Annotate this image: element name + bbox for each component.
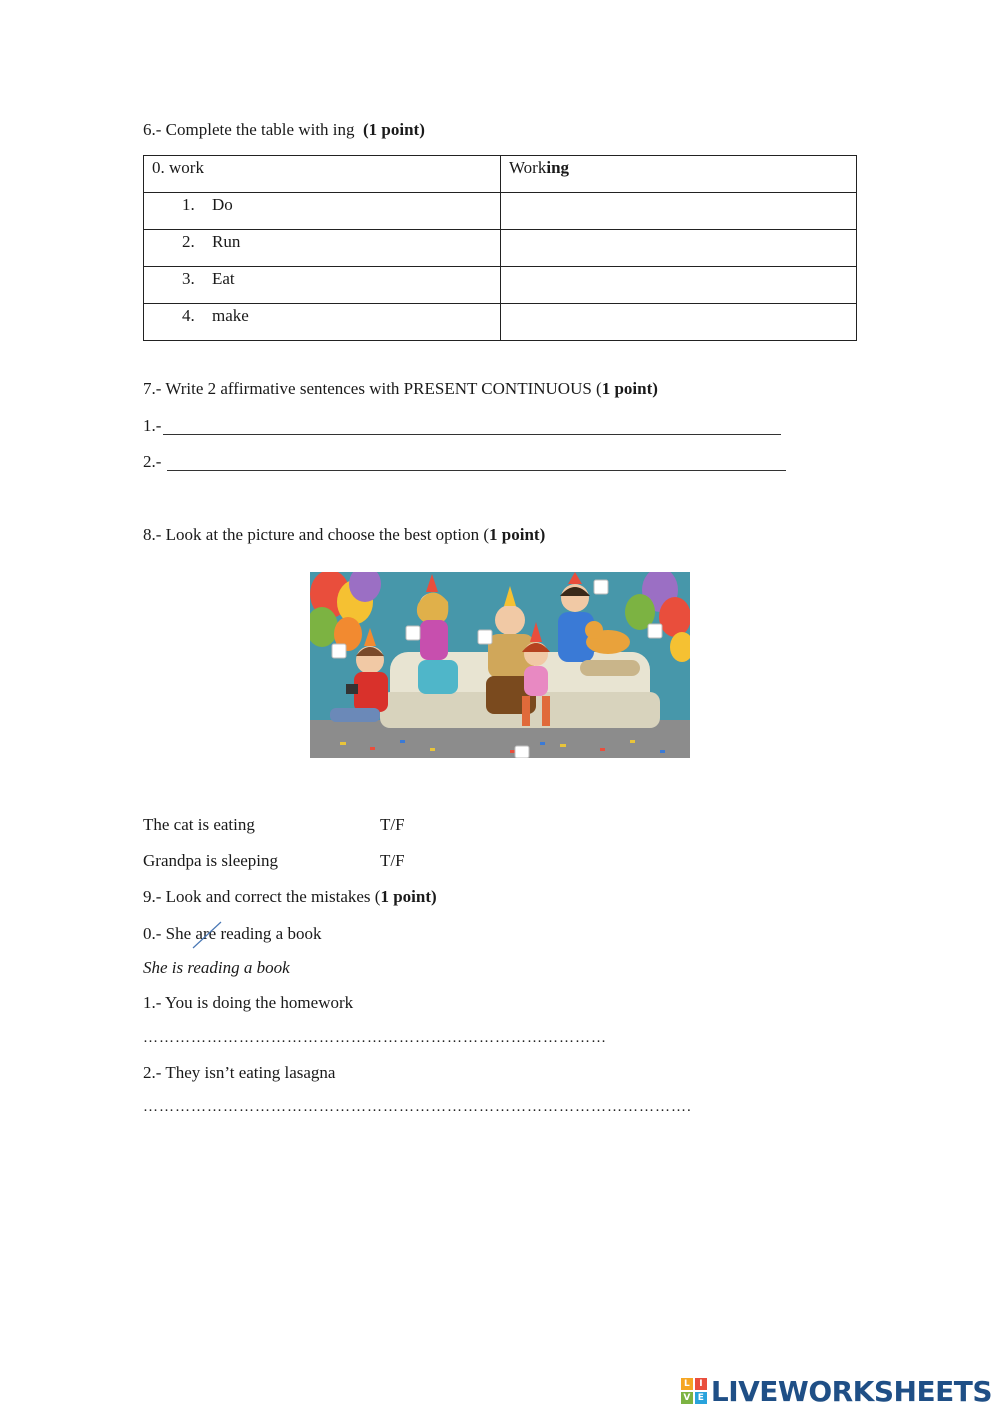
party-picture (310, 572, 690, 758)
answer-cell-4[interactable] (501, 304, 857, 341)
q7-line1-label: 1.- (143, 416, 162, 435)
answer-cell-2[interactable] (501, 230, 857, 267)
table-num-4: 4. (182, 306, 195, 325)
logo-mark-icon: L I V E (681, 1378, 707, 1404)
tf-choice-2[interactable]: T/F (380, 851, 405, 870)
q6-title: 6.- Complete the table with ing (1 point) (143, 120, 425, 139)
table-num-3: 3. (182, 269, 195, 288)
answer-dots-1[interactable]: …………………………………………………………………………… (143, 1030, 607, 1046)
q7-points: 1 point) (601, 379, 658, 398)
answer-cell-3[interactable] (501, 267, 857, 304)
table-answer-0: Working (509, 158, 570, 177)
q9-item-1: 1.- You is doing the homework (143, 993, 354, 1012)
table-row (144, 193, 857, 230)
q8-points: 1 point) (489, 525, 546, 544)
q9-item-2: 2.- They isn’t eating lasagna (143, 1063, 336, 1082)
table-word-2: Run (212, 232, 241, 251)
table-num-2: 2. (182, 232, 195, 251)
ing-table (143, 155, 857, 341)
q9-title: 9.- Look and correct the mistakes (1 point) (143, 887, 437, 906)
q9-example: 0.- She are reading a book (143, 924, 321, 944)
q7-line2-label: 2.- (143, 452, 162, 471)
table-row (144, 267, 857, 304)
table-row (144, 304, 857, 341)
statement-2: Grandpa is sleeping (143, 851, 279, 870)
table-row (144, 156, 857, 193)
q6-points: (1 point) (363, 120, 425, 139)
q7-title: 7.- Write 2 affirmative sentences with PRESENT CONTINUOUS (1 point) (143, 379, 658, 398)
strike-mark (191, 920, 225, 950)
q9-example-answer: She is reading a book (143, 958, 290, 977)
answer-line-2[interactable] (167, 470, 786, 471)
answer-cell-1[interactable] (501, 193, 857, 230)
table-word-0: 0. work (152, 158, 204, 177)
answer-line-1[interactable] (163, 434, 781, 435)
answer-dots-2[interactable]: …………………………………………………………………………………………. (143, 1099, 692, 1115)
liveworksheets-logo (681, 1373, 992, 1409)
statement-1: The cat is eating (143, 815, 255, 834)
table-num-1: 1. (182, 195, 195, 214)
crossed-word: are (195, 924, 216, 943)
table-word-3: Eat (212, 269, 235, 288)
table-word-1: Do (212, 195, 233, 214)
q8-title: 8.- Look at the picture and choose the best option (1 point) (143, 525, 546, 544)
tf-choice-1[interactable]: T/F (380, 815, 405, 834)
q9-points: 1 point) (380, 887, 437, 906)
party-illustration (310, 572, 690, 758)
table-word-4: make (212, 306, 249, 325)
logo-text: LIVEWORKSHEETS (710, 1374, 992, 1408)
table-row (144, 230, 857, 267)
